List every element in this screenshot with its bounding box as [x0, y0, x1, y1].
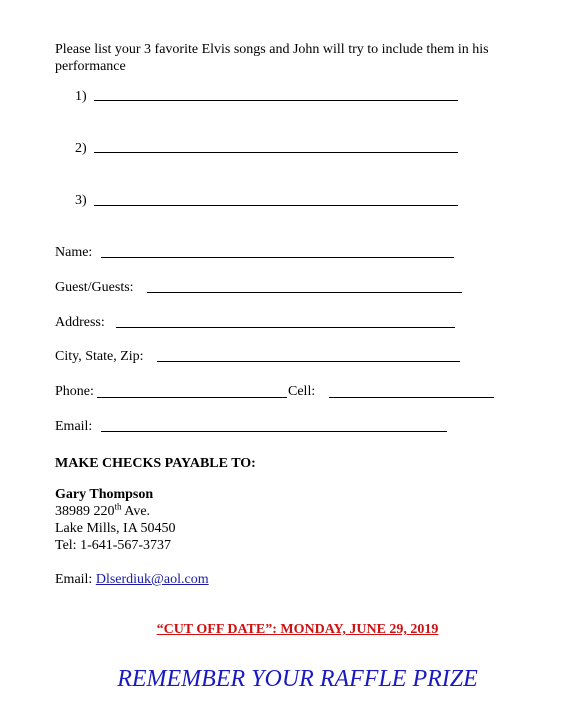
- song-3-line[interactable]: [94, 205, 458, 206]
- intro-line-1: Please list your 3 favorite Elvis songs and John will try to include them in his: [55, 42, 489, 57]
- payee-name: Gary Thompson: [55, 487, 154, 502]
- email-field[interactable]: [101, 431, 447, 432]
- payee-city: Lake Mills, IA 50450: [55, 521, 176, 536]
- payee-email-link[interactable]: Dlserdiuk@aol.com: [95, 572, 209, 587]
- street-suffix: th: [114, 501, 122, 512]
- name-label: Name:: [55, 245, 93, 260]
- payee-tel: Tel: 1-641-567-3737: [55, 538, 172, 553]
- song-1-label: 1): [75, 89, 87, 104]
- song-3-label: 3): [75, 193, 87, 208]
- payee-street: [55, 503, 150, 520]
- payable-heading: MAKE CHECKS PAYABLE TO:: [55, 456, 256, 471]
- phone-field[interactable]: [97, 397, 287, 398]
- raffle-reminder: REMEMBER YOUR RAFFLE PRIZE: [117, 666, 478, 692]
- guests-field[interactable]: [147, 292, 462, 293]
- name-field[interactable]: [101, 257, 454, 258]
- cell-field[interactable]: [329, 397, 494, 398]
- street-end: Ave.: [121, 504, 151, 519]
- email-label: Email:: [55, 419, 93, 434]
- phone-label: Phone:: [55, 384, 94, 399]
- street-number: 38989 220: [55, 504, 115, 519]
- payee-email-row: [55, 571, 209, 588]
- song-2-line[interactable]: [94, 152, 458, 153]
- song-1-line[interactable]: [94, 100, 458, 101]
- song-2-label: 2): [75, 141, 87, 156]
- address-field[interactable]: [116, 327, 455, 328]
- cell-label: Cell:: [288, 384, 316, 399]
- intro-line-2: performance: [55, 59, 126, 74]
- address-label: Address:: [55, 315, 105, 330]
- city-label: City, State, Zip:: [55, 349, 144, 364]
- payee-email-label: Email:: [55, 572, 96, 587]
- cutoff-date: “CUT OFF DATE”: MONDAY, JUNE 29, 2019: [156, 622, 439, 637]
- city-field[interactable]: [157, 361, 460, 362]
- guests-label: Guest/Guests:: [55, 280, 134, 295]
